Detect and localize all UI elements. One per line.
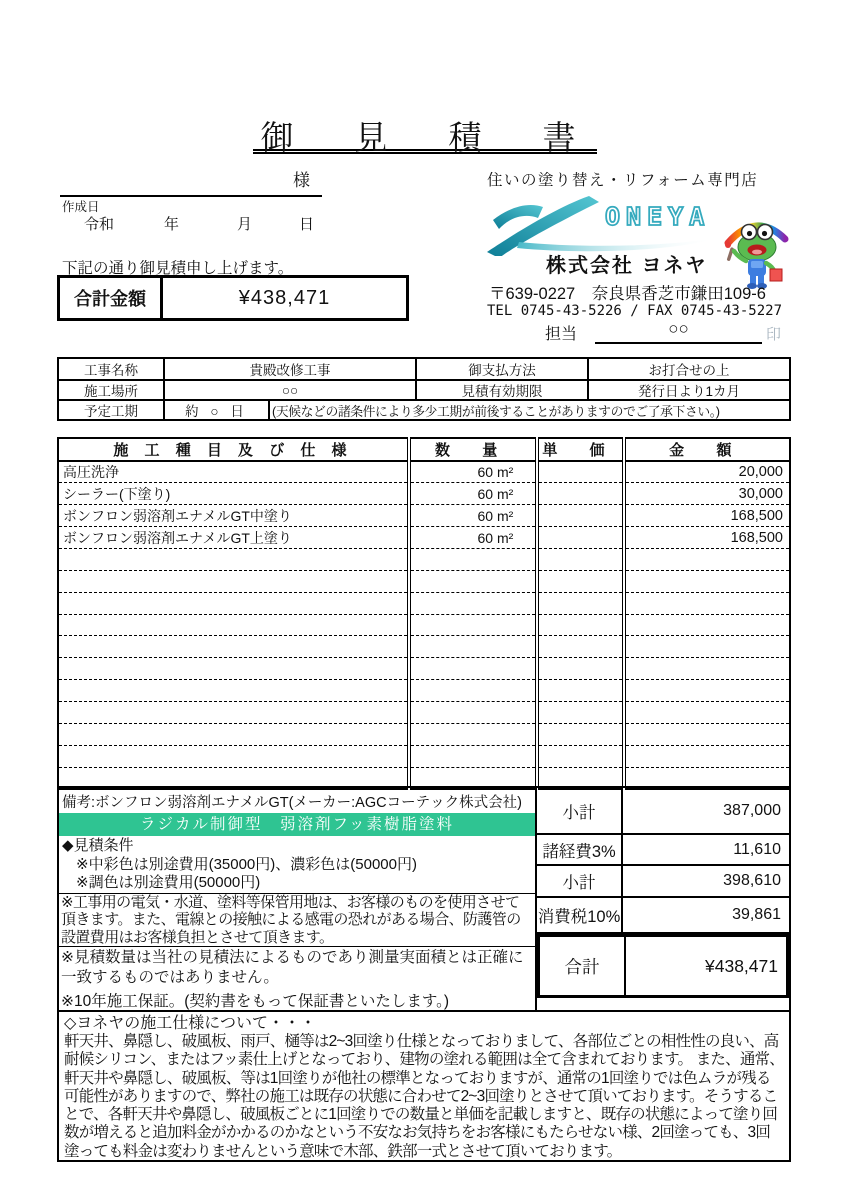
info-label: 予定工期 — [84, 404, 138, 419]
table-row — [58, 527, 790, 549]
info-row — [59, 359, 789, 379]
item-amount — [624, 614, 790, 636]
summary-label: 消費税10% — [537, 898, 623, 932]
item-unit-price — [537, 701, 623, 723]
table-row — [58, 614, 790, 636]
condition-item: ※中彩色は別途費用(35000円)、濃彩色は(50000円) — [76, 855, 417, 873]
creation-date-label: 作成日 — [62, 200, 100, 214]
summary-row — [537, 835, 789, 866]
grand-total-amount: ¥438,471 — [238, 286, 331, 309]
work-spec-body: 軒天井、鼻隠し、破風板、雨戸、樋等は2~3回塗り仕様となっておりまして、各部位ごとの相性性の良い、高耐候シリコン、またはフッ素仕上げとなっており、建物の塗れる範囲は全て含まれております。 また、通常、軒天井や鼻隠し、破風板、等は1回塗りが他社の標準となっておりますが、通常の1回塗りでは色ムラが残る可能性がありますので、弊社の施工は既存の状態に合わせて2~3回塗りとさせて頂いております。そうすることで、各軒天井や鼻隠し、破風板ごとに1回塗りでの数量と単価を記載しますと、既存の状態によって塗り回数が増えると追加料金がかかるのかなという不安なお気持ちをお客様にもたらせない様、2回塗っても、3回塗っても料金は変わりませんという意味で木部、鉄部一式とさせて頂いております。 — [64, 1033, 784, 1160]
item-spec — [58, 680, 409, 702]
item-spec: シーラー(下塗り) — [63, 485, 171, 502]
item-qty — [409, 570, 537, 592]
summary-amount: 39,861 — [732, 906, 781, 923]
item-unit-price — [537, 483, 623, 505]
company-tel-fax: TEL 0745-43-5226 / FAX 0745-43-5227 — [487, 303, 783, 319]
table-row — [58, 461, 790, 483]
summary-row — [537, 898, 789, 934]
customer-name-line — [60, 166, 322, 197]
item-unit-price — [537, 723, 623, 745]
item-spec — [58, 614, 409, 636]
table-row — [58, 548, 790, 570]
item-unit-price — [537, 548, 623, 570]
summary-row — [537, 866, 789, 898]
item-amount: 168,500 — [624, 505, 790, 527]
info-value: お打合せの上 — [587, 359, 789, 379]
item-qty: 60 m² — [409, 483, 537, 505]
item-qty: 60 m² — [409, 527, 537, 549]
item-spec: 高圧洗浄 — [63, 464, 119, 481]
item-qty — [409, 701, 537, 723]
info-value: 貴殿改修工事 — [163, 359, 415, 379]
yoneya-logo-icon — [483, 192, 723, 256]
logo-wordmark: ONEYA — [605, 202, 711, 231]
col-header-amount: 金 額 — [624, 438, 790, 461]
table-row — [58, 592, 790, 614]
table-row — [58, 570, 790, 592]
item-amount — [624, 636, 790, 658]
item-qty — [409, 680, 537, 702]
project-info-table — [57, 357, 791, 421]
condition-item: ※調色は別途費用(50000円) — [76, 874, 261, 891]
info-label: 工事名称 — [84, 363, 138, 378]
item-amount — [624, 592, 790, 614]
item-unit-price — [537, 461, 623, 483]
staff-name: ○○ — [668, 319, 689, 338]
summary-column — [537, 788, 789, 1010]
item-spec — [58, 658, 409, 680]
item-qty — [409, 548, 537, 570]
item-unit-price — [537, 592, 623, 614]
note-quantity: ※見積数量は当社の見積法によるものであり測量実面積とは正確に一致するものではありません。 — [59, 946, 535, 987]
conditions-title: ◆見積条件 — [62, 837, 134, 854]
grand-total-box — [57, 275, 409, 321]
table-row — [58, 483, 790, 505]
month-label: 月 — [237, 216, 253, 233]
summary-label: 合計 — [540, 937, 626, 995]
info-row — [59, 379, 789, 399]
item-spec — [58, 592, 409, 614]
year-label: 年 — [164, 216, 180, 233]
item-spec — [58, 636, 409, 658]
item-spec — [58, 548, 409, 570]
summary-label: 小計 — [537, 788, 623, 833]
company-address: 〒639-0227 奈良県香芝市鎌田109-6 — [489, 285, 766, 303]
summary-row — [537, 934, 789, 998]
paint-type-highlight: ラジカル制御型 弱溶剤フッ素樹脂塗料 — [59, 813, 535, 836]
grand-total-label: 合計金額 — [60, 278, 163, 318]
item-amount — [624, 745, 790, 767]
remarks-and-summary — [57, 786, 791, 1010]
table-row — [58, 636, 790, 658]
staff-name-line — [595, 316, 762, 344]
item-qty: 60 m² — [409, 505, 537, 527]
table-row — [58, 745, 790, 767]
item-amount — [624, 548, 790, 570]
item-unit-price — [537, 614, 623, 636]
info-label: 施工場所 — [84, 384, 138, 399]
summary-amount: 398,610 — [723, 872, 781, 889]
info-label: 御支払方法 — [415, 359, 587, 379]
item-unit-price — [537, 658, 623, 680]
table-row — [58, 701, 790, 723]
summary-label: 小計 — [537, 866, 623, 896]
work-spec-title: ◇ヨネヤの施工仕様について・・・ — [64, 1015, 316, 1032]
col-header-spec: 施 工 種 目 及 び 仕 様 — [58, 438, 409, 461]
col-header-qty: 数 量 — [409, 438, 537, 461]
item-qty — [409, 723, 537, 745]
item-amount — [624, 723, 790, 745]
item-unit-price — [537, 570, 623, 592]
info-value: 約 ○ 日 — [163, 401, 268, 419]
summary-amount: 387,000 — [723, 801, 781, 819]
item-spec — [58, 745, 409, 767]
item-unit-price — [537, 636, 623, 658]
item-unit-price — [537, 505, 623, 527]
summary-label: 諸経費3% — [537, 835, 623, 864]
table-row — [58, 505, 790, 527]
item-qty — [409, 614, 537, 636]
page-title: 御 見 積 書 — [253, 112, 597, 154]
note-warranty: ※10年施工保証。(契約書をもって保証書といたします。) — [61, 993, 450, 1010]
item-spec — [58, 701, 409, 723]
item-qty — [409, 658, 537, 680]
info-note: (天候などの諸条件により多少工期が前後することがありますのでご了承下さい。) — [268, 401, 789, 419]
seal-placeholder: 印 — [766, 326, 782, 343]
item-unit-price — [537, 745, 623, 767]
item-amount — [624, 658, 790, 680]
table-row — [58, 723, 790, 745]
day-label: 日 — [299, 216, 315, 233]
item-spec: ボンフロン弱溶剤エナメルGT上塗り — [63, 529, 292, 546]
info-value: ○○ — [163, 381, 415, 399]
line-items-table — [57, 437, 791, 790]
items-header-row — [58, 438, 790, 461]
item-spec: ボンフロン弱溶剤エナメルGT中塗り — [63, 507, 292, 524]
summary-amount: 11,610 — [733, 840, 781, 858]
info-row — [59, 399, 789, 419]
item-amount — [624, 570, 790, 592]
era-label: 令和 — [84, 216, 115, 233]
estimate-conditions — [59, 836, 535, 893]
item-amount — [624, 701, 790, 723]
info-label: 見積有効期限 — [415, 381, 587, 399]
item-unit-price — [537, 527, 623, 549]
honorific-label: 様 — [293, 171, 310, 190]
remarks-maker-line: 備考:ボンフロン弱溶剤エナメルGT(メーカー:AGCコーテック株式会社) — [62, 795, 522, 811]
item-amount — [624, 680, 790, 702]
item-qty: 60 m² — [409, 461, 537, 483]
summary-amount: ¥438,471 — [705, 955, 778, 976]
info-value: 発行日より1カ月 — [587, 381, 789, 399]
summary-row — [537, 788, 789, 835]
staff-label: 担当 — [545, 326, 578, 343]
item-spec — [58, 570, 409, 592]
table-row — [58, 658, 790, 680]
remarks-box — [59, 788, 537, 1010]
work-spec-box — [57, 1010, 791, 1162]
intro-line: 下記の通り御見積申し上げます。 — [62, 260, 294, 277]
table-row — [58, 680, 790, 702]
company-tagline: 住いの塗り替え・リフォーム専門店 — [487, 172, 759, 189]
col-header-unit-price: 単 価 — [537, 438, 623, 461]
company-name: 株式会社 ヨネヤ — [546, 255, 708, 277]
item-qty — [409, 636, 537, 658]
item-amount: 30,000 — [624, 483, 790, 505]
item-qty — [409, 592, 537, 614]
item-unit-price — [537, 680, 623, 702]
item-amount: 20,000 — [624, 461, 790, 483]
item-qty — [409, 745, 537, 767]
item-spec — [58, 723, 409, 745]
item-amount: 168,500 — [624, 527, 790, 549]
note-utilities: ※工事用の電気・水道、塗料等保管用地は、お客様のものを使用させて頂きます。また、電線との接触による感電の恐れがある場合、防護管の設置費用はお客様負担とさせて頂きます。 — [59, 893, 535, 946]
